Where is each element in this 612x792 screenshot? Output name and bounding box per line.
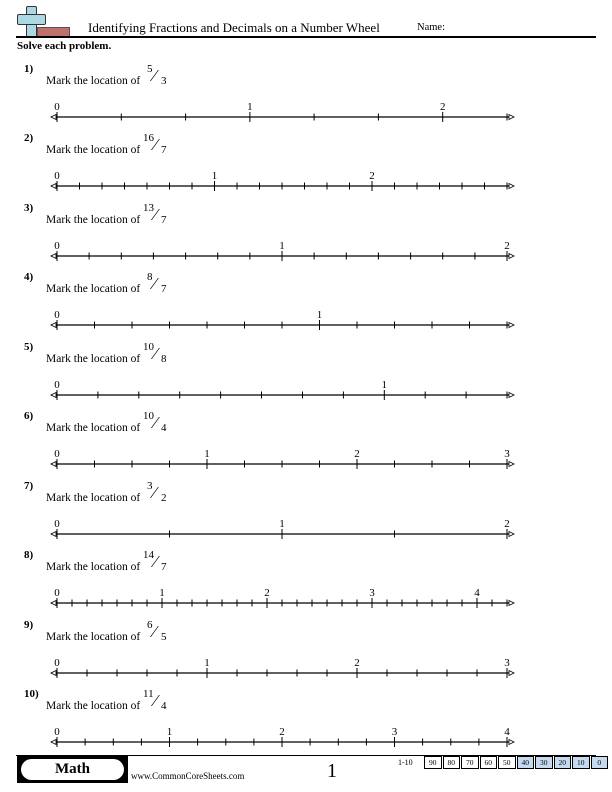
tick-label: 2 — [504, 518, 510, 530]
problem-number: 2) — [24, 132, 34, 144]
tick-label: 0 — [54, 518, 60, 530]
score-range-label: 1-10 — [398, 758, 413, 767]
score-box: 90 — [424, 756, 442, 769]
problem-number: 10) — [24, 688, 39, 700]
number-line-axis[interactable] — [46, 726, 526, 750]
fraction-numerator: 5 — [147, 63, 153, 75]
fraction — [147, 619, 177, 647]
score-box: 70 — [461, 756, 479, 769]
tick-label: 4 — [474, 587, 480, 599]
fraction-slash: ⁄ — [153, 274, 156, 293]
number-line[interactable] — [46, 309, 526, 333]
problem-prompt: Mark the location of — [46, 353, 141, 365]
fraction — [143, 202, 173, 230]
problem-2 — [0, 132, 612, 201]
number-line-axis[interactable] — [46, 309, 526, 333]
tick-label: 0 — [54, 657, 60, 669]
score-box: 40 — [517, 756, 535, 769]
page-number: 1 — [327, 760, 337, 782]
tick-label: 2 — [354, 448, 360, 460]
fraction-denominator: 4 — [161, 422, 167, 434]
problem-10 — [0, 688, 612, 757]
fraction-slash: ⁄ — [153, 483, 156, 502]
number-line-axis[interactable] — [46, 240, 526, 264]
fraction — [143, 549, 173, 577]
header-divider — [16, 36, 596, 38]
fraction-denominator: 3 — [161, 75, 167, 87]
problem-9 — [0, 619, 612, 688]
problem-prompt: Mark the location of — [46, 492, 141, 504]
tick-label: 1 — [381, 379, 388, 391]
tick-label: 3 — [369, 587, 375, 599]
tick-label: 3 — [391, 726, 398, 738]
tick-label: 2 — [354, 657, 360, 669]
fraction — [143, 341, 173, 369]
fraction-denominator: 2 — [161, 492, 167, 504]
fraction — [143, 410, 173, 438]
problem-number: 4) — [24, 271, 34, 283]
fraction-slash: ⁄ — [154, 691, 157, 710]
tick-label: 3 — [504, 657, 510, 669]
number-line[interactable] — [46, 518, 526, 542]
problem-prompt: Mark the location of — [46, 422, 141, 434]
problem-6 — [0, 410, 612, 479]
subject-badge — [17, 756, 128, 783]
fraction-numerator: 10 — [143, 410, 154, 422]
number-line[interactable] — [46, 379, 526, 403]
tick-label: 1 — [279, 518, 285, 530]
fraction-slash: ⁄ — [153, 66, 156, 85]
number-line-axis[interactable] — [46, 587, 526, 611]
number-line[interactable] — [46, 657, 526, 681]
fraction-numerator: 3 — [147, 480, 153, 492]
problem-number: 6) — [24, 410, 34, 422]
number-line-axis[interactable] — [46, 448, 526, 472]
fraction — [147, 271, 177, 299]
fraction-numerator: 8 — [147, 271, 153, 283]
score-box: 50 — [498, 756, 516, 769]
tick-label: 3 — [504, 448, 510, 460]
number-line[interactable] — [46, 101, 526, 125]
fraction-numerator: 11 — [143, 688, 154, 700]
number-line-axis[interactable] — [46, 170, 526, 194]
problem-number: 3) — [24, 202, 34, 214]
problem-prompt: Mark the location of — [46, 631, 141, 643]
problem-number: 8) — [24, 549, 34, 561]
tick-label: 2 — [504, 240, 510, 252]
tick-label: 0 — [54, 448, 60, 460]
fraction-denominator: 7 — [161, 144, 167, 156]
score-box: 60 — [480, 756, 498, 769]
fraction-denominator: 4 — [161, 700, 167, 712]
fraction — [147, 480, 177, 508]
fraction-denominator: 7 — [161, 283, 167, 295]
fraction-numerator: 6 — [147, 619, 153, 631]
fraction-slash: ⁄ — [154, 344, 157, 363]
number-line-axis[interactable] — [46, 657, 526, 681]
fraction-denominator: 5 — [161, 631, 167, 643]
score-box: 30 — [535, 756, 553, 769]
fraction-slash: ⁄ — [153, 622, 156, 641]
website-link[interactable]: www.CommonCoreSheets.com — [131, 771, 245, 781]
problem-prompt: Mark the location of — [46, 283, 141, 295]
problem-1 — [0, 63, 612, 132]
problem-5 — [0, 341, 612, 410]
fraction-numerator: 13 — [143, 202, 154, 214]
tick-label: 0 — [54, 101, 60, 113]
problem-prompt: Mark the location of — [46, 214, 141, 226]
fraction-denominator: 7 — [161, 561, 167, 573]
name-field-label: Name: — [417, 22, 445, 33]
problem-3 — [0, 202, 612, 271]
problem-prompt: Mark the location of — [46, 144, 141, 156]
tick-label: 1 — [211, 170, 218, 182]
tick-label: 4 — [504, 726, 510, 738]
tick-label: 1 — [279, 240, 285, 252]
score-box: 80 — [443, 756, 461, 769]
problem-number: 9) — [24, 619, 34, 631]
problem-number: 1) — [24, 63, 34, 75]
logo-plus-icon-bar — [17, 14, 46, 25]
number-line-axis[interactable] — [46, 379, 526, 403]
problem-number: 7) — [24, 480, 34, 492]
tick-label: 1 — [159, 587, 165, 599]
tick-label: 1 — [316, 309, 323, 321]
problem-7 — [0, 480, 612, 549]
fraction-slash: ⁄ — [154, 205, 157, 224]
fraction-numerator: 14 — [143, 549, 154, 561]
number-line[interactable] — [46, 170, 526, 194]
tick-label: 0 — [54, 240, 60, 252]
tick-label: 0 — [54, 726, 60, 738]
problem-prompt: Mark the location of — [46, 75, 141, 87]
score-box: 10 — [572, 756, 590, 769]
score-box: 0 — [591, 756, 609, 769]
tick-label: 1 — [204, 448, 210, 460]
fraction-numerator: 10 — [143, 341, 154, 353]
problem-4 — [0, 271, 612, 340]
tick-label: 2 — [264, 587, 270, 599]
instructions: Solve each problem. — [17, 40, 112, 52]
fraction — [143, 132, 173, 160]
number-line[interactable] — [46, 726, 526, 750]
fraction-slash: ⁄ — [154, 413, 157, 432]
tick-label: 0 — [54, 587, 60, 599]
tick-label: 1 — [166, 726, 173, 738]
score-box: 20 — [554, 756, 572, 769]
tick-label: 0 — [54, 309, 60, 321]
score-boxes — [424, 756, 609, 769]
fraction-denominator: 7 — [161, 214, 167, 226]
fraction-numerator: 16 — [143, 132, 154, 144]
number-line[interactable] — [46, 448, 526, 472]
tick-label: 0 — [54, 170, 60, 182]
tick-label: 1 — [247, 101, 253, 113]
tick-label: 2 — [439, 101, 446, 113]
number-line[interactable] — [46, 587, 526, 611]
number-line-axis[interactable] — [46, 101, 526, 125]
tick-label: 0 — [54, 379, 60, 391]
tick-label: 1 — [204, 657, 210, 669]
tick-label: 2 — [279, 726, 285, 738]
problem-prompt: Mark the location of — [46, 561, 141, 573]
problem-prompt: Mark the location of — [46, 700, 141, 712]
number-line[interactable] — [46, 240, 526, 264]
subject-label: Math — [21, 759, 124, 780]
page-title: Identifying Fractions and Decimals on a Number Wheel — [88, 20, 380, 35]
tick-label: 2 — [369, 170, 375, 182]
problem-8 — [0, 549, 612, 618]
problem-number: 5) — [24, 341, 34, 353]
fraction — [147, 63, 177, 91]
fraction-slash: ⁄ — [154, 552, 157, 571]
fraction — [143, 688, 173, 716]
fraction-denominator: 8 — [161, 353, 167, 365]
number-line-axis[interactable] — [46, 518, 526, 542]
fraction-slash: ⁄ — [154, 135, 157, 154]
